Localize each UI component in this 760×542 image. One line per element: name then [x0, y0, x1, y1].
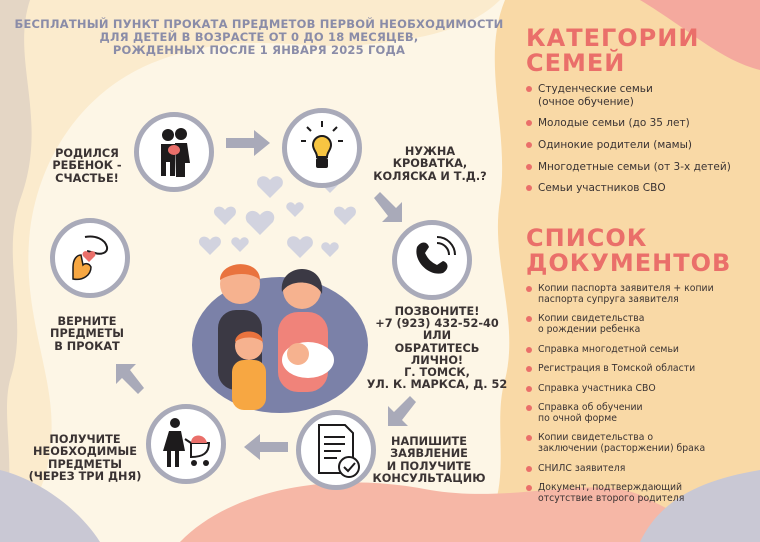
list-item [526, 344, 714, 355]
step-line: СЧАСТЬЕ! [55, 171, 119, 185]
step-line: КРОВАТКА, [392, 157, 468, 171]
step-apply-text [366, 436, 492, 486]
documents-title [526, 226, 731, 276]
header-line: ДЛЯ ДЕТЕЙ В ВОЗРАСТЕ ОТ 0 ДО 18 МЕСЯЦЕВ, [99, 30, 419, 44]
step-apply-circle [296, 410, 376, 490]
step-line: НАПИШИТЕ [391, 435, 467, 448]
family-illustration [190, 250, 370, 415]
arrow-down-left-icon [384, 392, 420, 428]
step-receive-text [22, 434, 148, 484]
list-item-line: Копии свидетельства о [538, 432, 654, 444]
header-line: РОЖДЕННЫХ ПОСЛЕ 1 ЯНВАРЯ 2025 ГОДА [112, 43, 406, 57]
list-item-line: Документ, подтверждающий [538, 482, 683, 494]
step-line: ВЕРНИТЕ [57, 315, 117, 328]
list-item-line: о рождении ребенка [538, 324, 641, 336]
arrow-right-icon [226, 130, 270, 156]
step-line: И ПОЛУЧИТЕ [386, 459, 472, 473]
step-line: НЕОБХОДИМЫЕ [33, 445, 137, 459]
step-line: РОДИЛСЯ [55, 147, 119, 160]
step-call-circle [392, 220, 472, 300]
parents-with-baby-icon [139, 117, 209, 187]
step-line: ПРЕДМЕТЫ [48, 457, 122, 471]
list-item [526, 383, 714, 394]
list-item-line: Копии паспорта заявителя + копии [538, 283, 714, 294]
list-item [526, 83, 731, 108]
step-line: ЗАЯВЛЕНИЕ [390, 447, 468, 461]
list-item-line: по очной форме [538, 412, 617, 424]
step-line: УЛ. К. МАРКСА, Д. 52 [366, 378, 508, 392]
list-item [526, 182, 731, 195]
step-born-circle [134, 112, 214, 192]
arrow-left-icon [244, 434, 288, 460]
document-check-icon [301, 415, 371, 485]
list-item [526, 313, 714, 335]
step-line: ПОЗВОНИТЕ! [394, 305, 480, 318]
title-line: СПИСОК [526, 224, 648, 252]
step-call-text [364, 306, 510, 391]
list-item [526, 117, 731, 130]
step-need-text [360, 146, 500, 183]
list-item-line: Справка об обучении [538, 401, 643, 413]
families-title [526, 26, 699, 76]
list-item [526, 283, 714, 305]
step-return-text [30, 316, 144, 353]
list-item-line: Одинокие родители (мамы) [538, 138, 692, 151]
list-item-line: Справка участника СВО [538, 382, 656, 394]
list-item-line: Регистрация в Томской области [538, 363, 696, 375]
arrow-down-right-icon [370, 188, 406, 224]
list-item-line: СНИЛС заявителя [538, 462, 626, 474]
list-item [526, 139, 731, 152]
list-item-line: Копии свидетельства [538, 313, 645, 325]
hands-with-heart-icon [55, 223, 125, 293]
step-line: ОБРАТИТЕСЬ [394, 341, 480, 355]
title-line: ДОКУМЕНТОВ [526, 249, 732, 277]
step-need-circle [282, 108, 362, 188]
step-line: Г. ТОМСК, [404, 366, 470, 380]
families-list [526, 83, 731, 204]
header-line: БЕСПЛАТНЫЙ ПУНКТ ПРОКАТА ПРЕДМЕТОВ ПЕРВОЙ НЕОБХОДИМОСТИ [14, 17, 504, 31]
step-born-text [40, 148, 134, 185]
step-receive-circle [146, 404, 226, 484]
list-item-line: паспорта супруга заявителя [538, 294, 679, 305]
list-item-line: Семьи участников СВО [538, 182, 666, 195]
list-item-line: Справка многодетной семьи [538, 343, 679, 355]
step-line: НУЖНА [404, 145, 456, 158]
step-line: ПОЛУЧИТЕ [49, 433, 121, 446]
step-line: ИЛИ [422, 329, 452, 343]
mother-with-stroller-icon [151, 409, 221, 479]
step-line: КОНСУЛЬТАЦИЮ [372, 472, 486, 486]
list-item-line: Молодые семьи (до 35 лет) [538, 117, 690, 130]
step-line: В ПРОКАТ [54, 339, 120, 353]
list-item [526, 482, 714, 504]
phone-icon [397, 225, 467, 295]
list-item [526, 463, 714, 474]
list-item-line: Многодетные семьи (от 3-х детей) [538, 160, 731, 173]
step-line: (ЧЕРЕЗ ТРИ ДНЯ) [28, 470, 142, 484]
title-line: КАТЕГОРИИ [526, 24, 700, 52]
documents-list [526, 283, 714, 513]
step-line: +7 (923) 432-52-40 [375, 317, 499, 331]
list-item [526, 432, 714, 454]
step-line: ЛИЧНО! [410, 353, 464, 367]
list-item-line: отсутствие второго родителя [538, 493, 685, 505]
step-line: КОЛЯСКА И Т.Д.? [373, 169, 487, 183]
step-line: ПРЕДМЕТЫ [50, 327, 124, 341]
light-bulb-icon [287, 113, 357, 183]
arrow-up-left-icon [112, 362, 148, 398]
list-item-line: (очное обучение) [538, 95, 634, 108]
header-title [14, 18, 504, 57]
list-item [526, 363, 714, 374]
step-line: РЕБЕНОК - [52, 159, 122, 173]
title-line: СЕМЕЙ [526, 49, 626, 77]
list-item [526, 161, 731, 174]
list-item-line: заключении (расторжении) брака [538, 443, 706, 455]
list-item [526, 402, 714, 424]
step-return-circle [50, 218, 130, 298]
list-item-line: Студенческие семьи [538, 83, 653, 95]
